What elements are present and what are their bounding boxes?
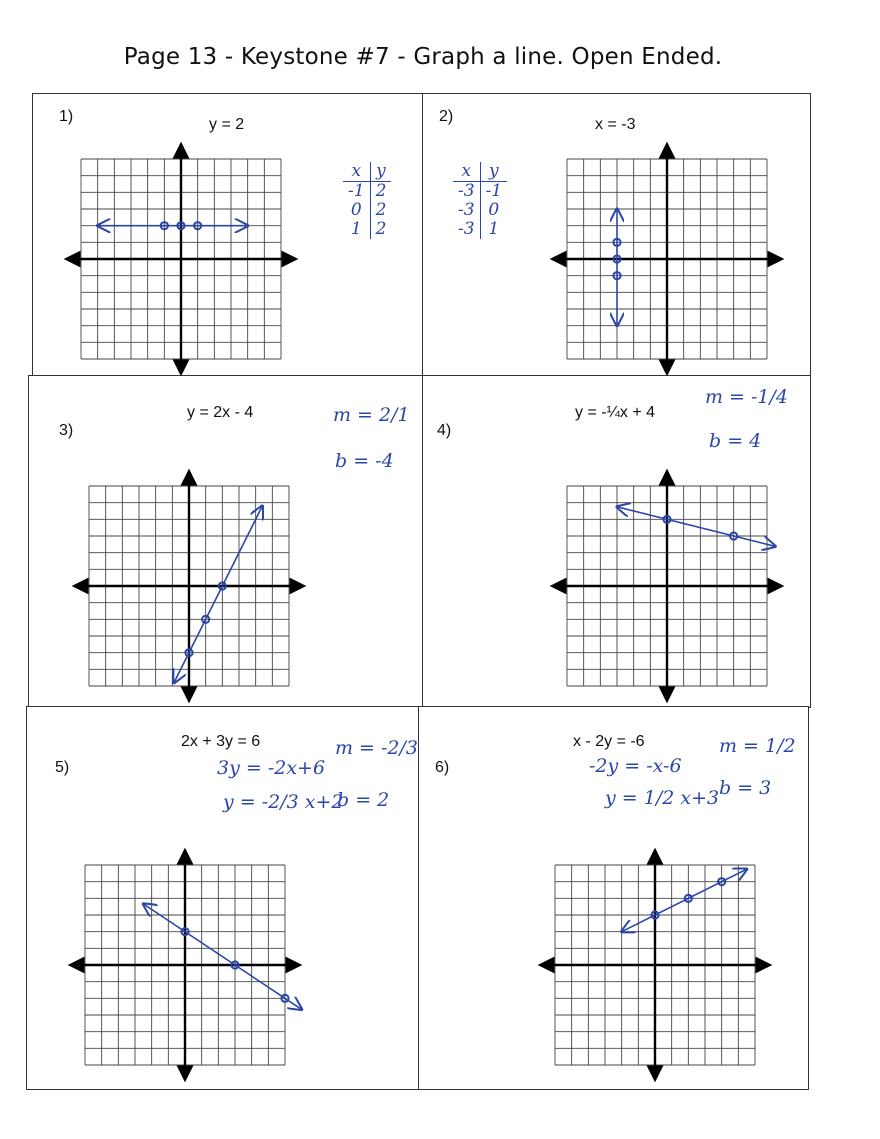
xy-table-cell: 2 <box>375 181 387 201</box>
problem-number: 4) <box>437 422 452 439</box>
problem-cell-1 <box>32 93 424 377</box>
problem-number: 3) <box>59 422 74 439</box>
xy-table-cell: 1 <box>488 219 500 239</box>
xy-table-cell: -3 <box>453 220 480 239</box>
xy-table <box>453 162 507 239</box>
problem-number: 2) <box>439 108 454 125</box>
problem-equation: x = -3 <box>595 116 636 133</box>
xy-table-cell: 2 <box>375 200 387 220</box>
xy-table-header-y: y <box>370 162 391 182</box>
coordinate-graph <box>547 139 787 379</box>
handwritten-intercept: b = 4 <box>709 430 762 452</box>
problem-equation: x - 2y = -6 <box>573 733 645 750</box>
problem-number: 5) <box>55 759 70 776</box>
problem-cell-3 <box>28 375 424 708</box>
page-title: Page 13 - Keystone #7 - Graph a line. Open Ended. <box>123 44 723 70</box>
plotted-line <box>617 507 775 547</box>
xy-table-cell: 0 <box>488 200 500 220</box>
handwritten-slope: m = -1/4 <box>705 386 789 408</box>
handwritten-slope: m = 1/2 <box>719 735 796 757</box>
coordinate-graph <box>535 845 775 1085</box>
problem-cell-4 <box>422 375 811 708</box>
coordinate-graph <box>65 845 305 1085</box>
coordinate-graph <box>61 139 301 379</box>
coordinate-graph <box>69 466 309 706</box>
xy-table-cell: -3 <box>453 182 480 202</box>
xy-table-cell: 0 <box>343 201 370 220</box>
xy-table-cell: -1 <box>485 181 503 201</box>
xy-table-header-x: x <box>343 162 370 182</box>
problem-cell-2 <box>422 93 811 377</box>
problem-equation: y = 2 <box>209 116 245 133</box>
problem-equation: 2x + 3y = 6 <box>181 733 261 750</box>
handwritten-slope: m = -2/3 <box>335 737 419 759</box>
xy-table <box>343 162 391 239</box>
handwritten-slope: m = 2/1 <box>333 404 410 426</box>
xy-table-cell: -3 <box>453 201 480 220</box>
handwritten-intercept: b = -4 <box>335 450 394 472</box>
problem-number: 6) <box>435 759 450 776</box>
plotted-line <box>622 869 747 932</box>
xy-table-cell: -1 <box>343 182 370 202</box>
problem-equation: y = -¼x + 4 <box>575 404 656 421</box>
handwritten-work-step: y = -2/3 x+2 <box>223 791 344 813</box>
xy-table-cell: 1 <box>343 220 370 239</box>
problem-number: 1) <box>59 108 74 125</box>
problem-cell-5 <box>26 706 420 1090</box>
xy-table-header-y: y <box>480 162 507 182</box>
xy-table-cell: 2 <box>375 219 387 239</box>
coordinate-graph <box>547 466 787 706</box>
handwritten-work-step: -2y = -x-6 <box>589 755 682 777</box>
xy-table-header-x: x <box>453 162 480 182</box>
problem-cell-6 <box>418 706 809 1090</box>
problem-equation: y = 2x - 4 <box>187 404 254 421</box>
handwritten-intercept: b = 2 <box>337 789 390 811</box>
plotted-line <box>143 904 301 1010</box>
handwritten-work-step: 3y = -2x+6 <box>217 757 326 779</box>
handwritten-intercept: b = 3 <box>719 777 772 799</box>
handwritten-work-step: y = 1/2 x+3 <box>605 787 720 809</box>
